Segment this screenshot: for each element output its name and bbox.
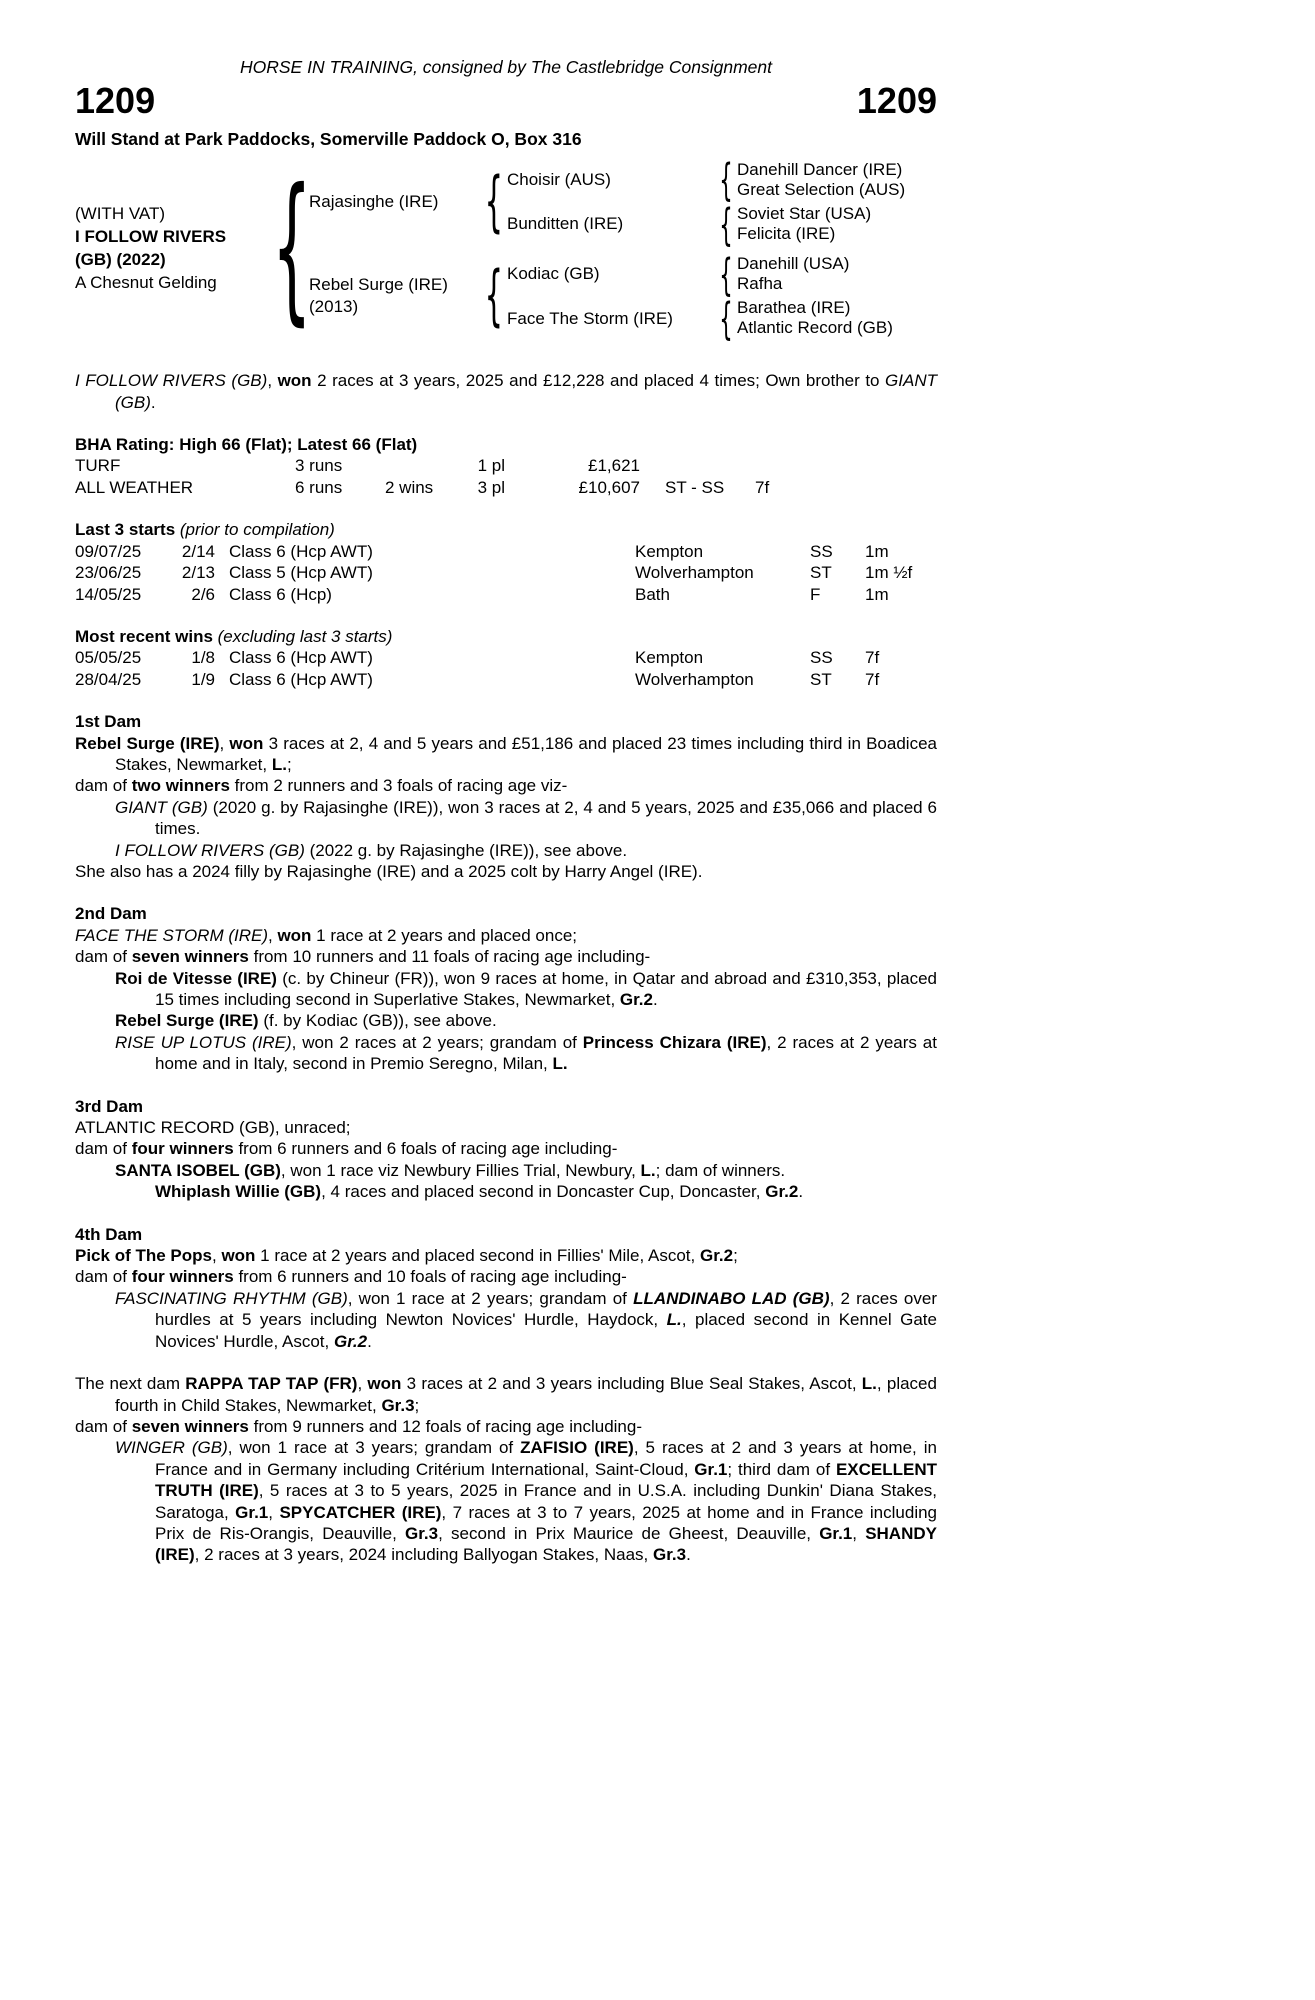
- race-class: Class 6 (Hcp AWT): [229, 648, 373, 668]
- text-run: from 6 runners and 6 foals of racing age including-: [233, 1139, 618, 1159]
- section-heading: 4th Dam: [75, 1224, 143, 1244]
- dam-section: [75, 903, 937, 1074]
- stand-line: Will Stand at Park Paddocks, Somerville Paddock O, Box 316: [75, 128, 582, 149]
- sire-name: Rajasinghe (IRE): [309, 191, 439, 211]
- pedigree-paragraph: [155, 1181, 937, 1202]
- lot-number-left: 1209: [75, 80, 156, 122]
- pedigree-paragraph: [75, 1266, 937, 1287]
- race-result-row: [75, 562, 937, 583]
- text-run: won: [277, 371, 312, 391]
- wins-value: 2 wins: [385, 477, 434, 497]
- text-run: dam of: [75, 1139, 132, 1159]
- text-run: 1 race at 2 years and placed second in Fillies' Mile, Ascot,: [255, 1246, 700, 1266]
- text-run: Roi de Vitesse (IRE): [115, 968, 277, 988]
- text-run: , 2 races at 3 years, 2024 including Ballyogan Stakes, Naas,: [194, 1545, 653, 1565]
- text-run: SANTA ISOBEL (GB): [115, 1160, 281, 1180]
- text-run: .: [686, 1545, 691, 1565]
- distance-value: 7f: [755, 477, 770, 497]
- heading-bold: Last 3 starts: [75, 520, 176, 540]
- text-run: , 5 races at 3 to 5 years, 2025 in France and in U.S.A. including Dunkin' Diana Stakes, Saratoga,: [155, 1481, 938, 1522]
- race-date: 14/05/25: [75, 584, 142, 604]
- recent-wins-heading: [75, 626, 937, 647]
- text-run: ;: [414, 1395, 420, 1415]
- text-run: RAPPA TAP TAP (FR): [185, 1374, 358, 1394]
- lot-number-row: [75, 82, 937, 120]
- dam-section: [75, 1373, 937, 1566]
- curly-brace-icon: {: [719, 248, 733, 300]
- pedigree-paragraph: [115, 1160, 937, 1181]
- dam-branch: [309, 248, 937, 344]
- places-value: 3 pl: [477, 477, 505, 497]
- last-3-starts-heading: [75, 519, 937, 540]
- great-grandparent-name: Great Selection (AUS): [737, 179, 906, 199]
- pedigree-paragraph: [75, 1138, 937, 1159]
- text-run: ,: [268, 1502, 280, 1522]
- text-run: ; dam of winners.: [655, 1160, 786, 1180]
- surface-label: ALL WEATHER: [75, 477, 194, 497]
- race-distance: 7f: [865, 669, 880, 689]
- text-run: , 5 races at 2 and 3 years at home, in France and in Germany including Critérium International, Saint-Cloud,: [155, 1438, 937, 1479]
- pedigree-paragraph: [75, 946, 937, 967]
- text-run: Gr.2: [619, 990, 653, 1010]
- text-run: GIANT (GB): [115, 371, 937, 412]
- going-value: SS: [810, 541, 833, 561]
- runs-value: 3 runs: [295, 456, 343, 476]
- great-grandparent-name: Barathea (IRE): [737, 298, 851, 318]
- text-run: .: [367, 1331, 372, 1351]
- pedigree-root: [75, 203, 275, 295]
- horse-suffix: (GB) (2022): [75, 250, 166, 270]
- pedigree-paragraph: [75, 733, 937, 776]
- text-run: , 2 races over hurdles at 5 years including Newton Novices' Hurdle, Haydock,: [155, 1288, 937, 1330]
- text-run: Gr.1: [235, 1502, 269, 1522]
- text-run: ,: [852, 1523, 866, 1543]
- race-result-row: [75, 669, 937, 690]
- text-run: She also has a 2024 filly by Rajasinghe (IRE) and a 2025 colt by Harry Angel (IRE).: [75, 861, 703, 881]
- great-grandparents: [737, 254, 937, 294]
- race-date: 09/07/25: [75, 541, 142, 561]
- places-value: 1 pl: [477, 456, 505, 476]
- earnings-value: £10,607: [578, 477, 640, 497]
- text-run: seven winners: [131, 947, 249, 967]
- consignment-header: HORSE IN TRAINING, consigned by The Castlebridge Consignment: [239, 57, 773, 77]
- going-range-value: ST - SS: [665, 477, 725, 497]
- text-run: Rebel Surge (IRE): [115, 1011, 259, 1031]
- great-grandparent-name: Soviet Star (USA): [737, 203, 872, 223]
- text-run: dam of: [75, 776, 132, 796]
- great-grandparent-name: Felicita (IRE): [737, 224, 836, 244]
- runs-value: 6 runs: [295, 477, 343, 497]
- recent-wins-rows: [75, 647, 937, 690]
- text-run: Whiplash Willie (GB): [155, 1182, 322, 1202]
- text-run: four winners: [131, 1139, 234, 1159]
- text-run: , 7 races at 3 to 7 years, 2025 at home and in France including Prix de Ris-Orangis, Deauville,: [155, 1502, 938, 1543]
- text-run: , won 1 race at 3 years; grandam of: [227, 1438, 521, 1458]
- race-result-row: [75, 541, 937, 562]
- text-run: ATLANTIC RECORD (GB), unraced;: [75, 1118, 351, 1138]
- great-grandparents: [737, 160, 937, 200]
- pedigree-paragraph: [75, 861, 937, 882]
- text-run: four winners: [131, 1267, 234, 1287]
- race-class: Class 5 (Hcp AWT): [229, 563, 373, 583]
- dam-parents: [507, 248, 937, 344]
- text-run: FASCINATING RHYTHM (GB): [115, 1288, 348, 1308]
- text-run: FACE THE STORM (IRE): [75, 925, 268, 945]
- pedigree-generation-1: [309, 154, 937, 344]
- pedigree-chart: [75, 154, 937, 344]
- great-grandparent-name: Danehill (USA): [737, 254, 850, 274]
- race-class: Class 6 (Hcp): [229, 584, 332, 604]
- text-run: Gr.2: [765, 1182, 799, 1202]
- pedigree-paragraph: [115, 968, 937, 1011]
- pedigree-paragraph: [75, 925, 937, 946]
- curly-brace-icon: {: [719, 292, 733, 344]
- surface-label: TURF: [75, 456, 121, 476]
- grandparent-name: Face The Storm (IRE): [507, 308, 673, 328]
- text-run: The next dam: [75, 1374, 186, 1394]
- text-run: Gr.3: [405, 1523, 439, 1543]
- race-class: Class 6 (Hcp AWT): [229, 541, 373, 561]
- rating-row: [75, 477, 937, 498]
- race-distance: 1m: [865, 541, 889, 561]
- text-run: from 10 runners and 11 foals of racing age including-: [248, 947, 651, 967]
- text-run: 2 races at 3 years, 2025 and £12,228 and placed 4 times; Own brother to: [311, 371, 886, 391]
- pedigree-paragraph: [75, 1117, 937, 1138]
- sire-branch: [309, 154, 937, 250]
- last-3-starts-block: [75, 519, 937, 605]
- racecourse: Kempton: [635, 541, 704, 561]
- text-run: ; third dam of: [727, 1459, 836, 1479]
- great-grandparents: [737, 204, 937, 244]
- text-run: RISE UP LOTUS (IRE): [115, 1032, 292, 1052]
- great-grandparents: [737, 298, 937, 338]
- text-run: Rebel Surge (IRE): [75, 733, 220, 753]
- last-3-starts-rows: [75, 541, 937, 605]
- racecourse: Wolverhampton: [635, 669, 754, 689]
- curly-brace-icon: {: [719, 198, 733, 250]
- text-run: won: [277, 925, 312, 945]
- grandsire-branch: [507, 154, 937, 206]
- recent-wins-block: [75, 626, 937, 690]
- section-heading: 3rd Dam: [75, 1096, 144, 1116]
- sire-name-block: [309, 191, 481, 213]
- distance-value: [755, 455, 817, 476]
- text-run: Gr.2: [333, 1331, 368, 1351]
- text-run: , won 2 races at 2 years; grandam of: [291, 1032, 583, 1052]
- text-run: L.: [666, 1310, 682, 1330]
- finish-position: 2/14: [181, 541, 215, 561]
- grandsire-branch: [507, 248, 937, 300]
- dam-name: Rebel Surge (IRE): [309, 275, 448, 295]
- bha-rating-block: [75, 434, 937, 498]
- racecourse: Kempton: [635, 648, 704, 668]
- rating-row: [75, 455, 937, 476]
- text-run: I FOLLOW RIVERS (GB): [75, 371, 268, 391]
- text-run: .: [798, 1182, 804, 1202]
- horse-description: A Chesnut Gelding: [75, 273, 217, 293]
- text-run: Pick of The Pops: [75, 1246, 212, 1266]
- text-run: 3 races at 2, 4 and 5 years and £51,186 and placed 23 times including third in Boadicea Stakes, Newmarket,: [115, 733, 937, 774]
- text-run: WINGER (GB): [115, 1438, 228, 1458]
- page-content: [75, 56, 937, 1566]
- race-record-summary: [75, 370, 937, 413]
- finish-position: 1/9: [191, 669, 215, 689]
- text-run: ,: [211, 1246, 222, 1266]
- pedigree-paragraph: [115, 1288, 937, 1352]
- rating-rows: [75, 455, 937, 498]
- text-run: ,: [267, 371, 278, 391]
- going-value: ST: [810, 669, 832, 689]
- text-run: Gr.2: [699, 1246, 734, 1266]
- text-run: Princess Chizara (IRE): [582, 1032, 767, 1052]
- text-run: (f. by Kodiac (GB)), see above.: [258, 1011, 497, 1031]
- grandparent-name: Choisir (AUS): [507, 170, 611, 190]
- text-run: from 2 runners and 3 foals of racing age viz-: [229, 776, 568, 796]
- racecourse: Bath: [635, 584, 670, 604]
- grandparent-name: Kodiac (GB): [507, 264, 600, 284]
- pedigree-paragraph: [75, 775, 937, 796]
- race-distance: 7f: [865, 648, 880, 668]
- race-date: 05/05/25: [75, 648, 142, 668]
- going-value: ST: [810, 563, 832, 583]
- horse-name: I FOLLOW RIVERS: [75, 227, 227, 247]
- text-run: Gr.1: [694, 1459, 728, 1479]
- text-run: ;: [733, 1246, 738, 1266]
- pedigree-paragraph: [115, 1437, 937, 1565]
- text-run: (2020 g. by Rajasinghe (IRE)), won 3 races at 2, 4 and 5 years, 2025 and £35,066 and placed 6 times.: [155, 797, 937, 839]
- text-run: , won 1 race viz Newbury Fillies Trial, Newbury,: [280, 1160, 641, 1180]
- curly-brace-icon: {: [272, 156, 312, 342]
- pedigree-paragraph: [75, 1373, 937, 1416]
- pedigree-paragraph: [115, 797, 937, 840]
- granddam-branch: [507, 198, 937, 250]
- lot-number-right: 1209: [856, 80, 937, 122]
- pedigree-paragraph: [75, 1245, 937, 1266]
- great-grandparent-name: Atlantic Record (GB): [737, 318, 893, 338]
- text-run: seven winners: [131, 1416, 249, 1436]
- finish-position: 2/13: [181, 563, 215, 583]
- heading-bold: Most recent wins: [75, 626, 213, 646]
- finish-position: 2/6: [191, 584, 215, 604]
- text-run: , 2 races at 2 years at home and in Italy, second in Premio Seregno, Milan,: [155, 1032, 937, 1074]
- dam-section: [75, 1096, 937, 1203]
- text-run: ,: [357, 1374, 368, 1394]
- text-run: , won 1 race at 2 years; grandam of: [347, 1288, 634, 1308]
- text-run: I FOLLOW RIVERS (GB): [115, 840, 305, 860]
- text-run: .: [150, 392, 156, 412]
- text-run: (2022 g. by Rajasinghe (IRE)), see above.: [304, 840, 628, 860]
- text-run: .: [653, 990, 658, 1010]
- with-vat-label: (WITH VAT): [75, 204, 166, 224]
- race-result-row: [75, 584, 937, 605]
- pedigree-paragraph: [115, 840, 937, 861]
- race-distance: 1m ½f: [865, 563, 913, 583]
- text-run: ;: [286, 754, 292, 774]
- section-heading: 1st Dam: [75, 712, 142, 732]
- race-result-row: [75, 647, 937, 668]
- earnings-value: £1,621: [588, 456, 640, 476]
- pedigree-paragraph: [115, 1010, 937, 1031]
- text-run: ,: [268, 925, 278, 945]
- text-run: , placed fourth in Child Stakes, Newmarket,: [115, 1374, 937, 1415]
- dam-section: [75, 1224, 937, 1352]
- text-run: GIANT (GB): [115, 797, 208, 817]
- pedigree-paragraph: [115, 1032, 937, 1075]
- going-range-value: [640, 455, 755, 476]
- going-value: SS: [810, 648, 833, 668]
- text-run: won: [221, 1246, 256, 1266]
- great-grandparent-name: Rafha: [737, 274, 783, 294]
- text-run: ,: [219, 733, 230, 753]
- text-run: ZAFISIO (IRE): [520, 1438, 634, 1458]
- text-run: L.: [271, 754, 287, 774]
- text-run: , 4 races and placed second in Doncaster Cup, Doncaster,: [321, 1182, 766, 1202]
- bha-rating-heading: BHA Rating: High 66 (Flat); Latest 66 (Flat): [75, 435, 418, 455]
- text-run: dam of: [75, 947, 132, 967]
- curly-brace-icon: {: [719, 154, 733, 206]
- text-run: SHANDY (IRE): [155, 1523, 937, 1565]
- text-run: L.: [552, 1054, 568, 1074]
- text-run: from 6 runners and 10 foals of racing age including-: [233, 1267, 627, 1287]
- dam-name-block: [309, 274, 481, 318]
- text-run: 3 races at 2 and 3 years including Blue Seal Stakes, Ascot,: [401, 1374, 862, 1394]
- granddam-branch: [507, 292, 937, 344]
- heading-italic: (prior to compilation): [175, 520, 335, 540]
- race-class: Class 6 (Hcp AWT): [229, 669, 373, 689]
- text-run: L.: [861, 1374, 877, 1394]
- dam-year: (2013): [309, 297, 359, 317]
- text-run: two winners: [131, 776, 230, 796]
- dam-section: [75, 711, 937, 882]
- text-run: won: [229, 733, 264, 753]
- text-run: EXCELLENT TRUTH (IRE): [155, 1459, 937, 1501]
- heading-italic: (excluding last 3 starts): [212, 626, 393, 646]
- text-run: L.: [640, 1160, 656, 1180]
- text-run: from 9 runners and 12 foals of racing age including-: [248, 1416, 642, 1436]
- text-run: Gr.3: [653, 1545, 687, 1565]
- curly-brace-icon: {: [484, 162, 504, 241]
- racecourse: Wolverhampton: [635, 563, 754, 583]
- text-run: dam of: [75, 1267, 132, 1287]
- section-heading: 2nd Dam: [75, 904, 147, 924]
- pedigree-paragraph: [75, 1416, 937, 1437]
- grandparent-name: Bunditten (IRE): [507, 214, 624, 234]
- great-grandparent-name: Danehill Dancer (IRE): [737, 159, 903, 179]
- sire-parents: [507, 154, 937, 250]
- curly-brace-icon: {: [484, 257, 504, 336]
- text-run: LLANDINABO LAD (GB): [633, 1288, 830, 1308]
- text-run: Gr.3: [381, 1395, 415, 1415]
- wins-value: [385, 455, 455, 476]
- text-run: won: [367, 1374, 402, 1394]
- finish-position: 1/8: [191, 648, 215, 668]
- text-run: dam of: [75, 1416, 132, 1436]
- text-run: , placed second in Kennel Gate Novices' Hurdle, Ascot,: [155, 1310, 937, 1351]
- race-date: 28/04/25: [75, 669, 142, 689]
- text-run: SPYCATCHER (IRE): [279, 1502, 442, 1522]
- text-run: , second in Prix Maurice de Gheest, Deauville,: [438, 1523, 820, 1543]
- text-run: (c. by Chineur (FR)), won 9 races at home, in Qatar and abroad and £310,353, placed 15 times including second in Superlative Stakes, Newmarket,: [155, 968, 937, 1010]
- text-run: 1 race at 2 years and placed once;: [311, 925, 578, 945]
- going-value: F: [810, 584, 821, 604]
- race-distance: 1m: [865, 584, 889, 604]
- text-run: Gr.1: [819, 1523, 853, 1543]
- race-date: 23/06/25: [75, 563, 142, 583]
- dam-sections: [75, 711, 937, 1566]
